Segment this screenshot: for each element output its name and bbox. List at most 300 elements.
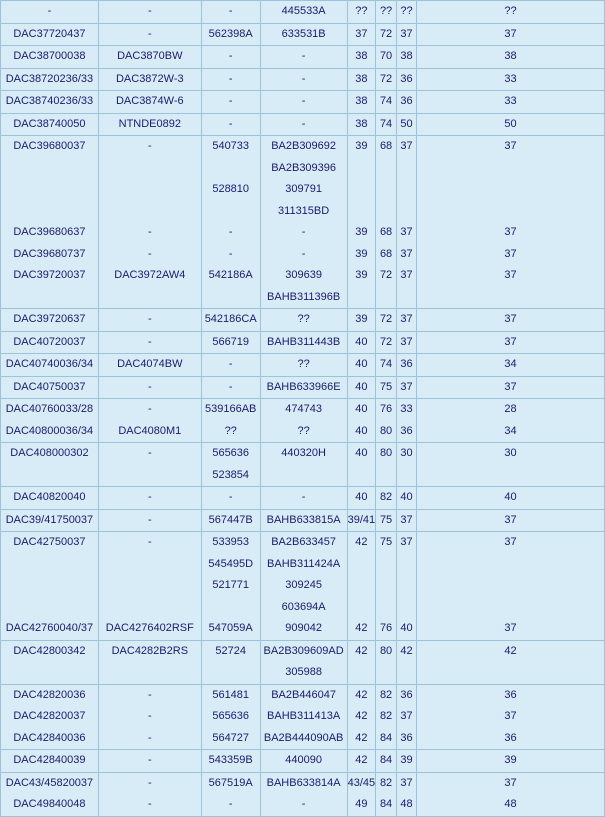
cell-line: BAHB311443B [267,335,341,348]
cell-alt-part-number [99,773,201,816]
cell-ref-code-a [202,532,260,640]
cell-line: 543359B [208,754,253,766]
cell-line: 40 [355,358,368,370]
cell-ref-code-b [261,46,347,68]
cell-line: 36 [504,731,517,744]
cell-line: 36 [400,95,413,107]
cell-line [1,201,98,223]
cell-width [397,443,416,486]
cell-line: 37 [400,269,413,281]
cell-line: BAHB311424A [267,557,341,570]
cell-ref-code-a [202,1,260,23]
table-row [1,685,604,750]
cell-line: 84 [379,754,393,766]
cell-line: - [147,754,152,766]
cell-line [376,597,396,619]
cell-inner-diameter [348,750,376,772]
cell-line: DAC42820036 [13,688,86,701]
cell-width-alt [417,354,604,376]
cell-line: DAC42840039 [13,754,86,766]
cell-ref-code-a [202,114,260,136]
cell-line: 75 [379,380,393,393]
cell-line: 39 [504,754,517,766]
cell-line: 82 [379,491,393,503]
cell-line: 37 [400,335,413,348]
cell-line: 72 [379,269,393,281]
cell-inner-diameter [348,443,376,486]
cell-line: 523854 [212,468,250,481]
cell-line: 50 [504,117,517,130]
cell-line [348,597,376,619]
cell-alt-part-number [99,136,201,308]
table-body [1,1,604,816]
cell-line: DAC40760033/28 [5,403,94,415]
cell-line: 37 [400,536,413,548]
cell-line: DAC42800342 [13,644,86,657]
cell-line: - [301,95,306,107]
cell-line: 40 [400,622,413,634]
cell-ref-code-b [261,750,347,772]
cell-line: 80 [379,424,393,437]
cell-ref-code-b [261,532,347,640]
cell-line [348,201,376,223]
cell-line: 542186CA [204,313,257,325]
cell-outer-diameter [376,69,396,91]
cell-line: 82 [379,710,393,722]
cell-alt-part-number [99,443,201,486]
cell-line: DAC39720037 [13,269,86,281]
cell-line: 542186A [208,269,253,281]
cell-width [397,332,416,354]
cell-line [397,201,416,223]
cell-line: 562398A [208,27,253,40]
cell-line: BAHB311413A [267,710,341,722]
cell-line: - [147,335,152,348]
cell-line: BA2B444090AB [263,731,344,744]
cell-line: 42 [504,644,517,657]
cell-line [99,179,201,201]
cell-ref-code-b [261,114,347,136]
cell-line: 30 [504,447,517,459]
cell-ref-code-a [202,136,260,308]
cell-outer-diameter [376,91,396,113]
cell-line: - [147,776,152,789]
cell-ref-code-b [261,399,347,442]
cell-line: - [147,403,152,415]
table-row [1,750,604,772]
cell-line: 39 [355,226,368,238]
cell-line [397,597,416,619]
cell-alt-part-number [99,377,201,399]
cell-line: 72 [379,313,393,325]
table-row [1,24,604,46]
cell-line: 76 [379,403,393,415]
cell-line: - [301,247,306,260]
cell-line: 72 [379,335,393,348]
cell-line: - [228,380,233,393]
cell-alt-part-number [99,641,201,684]
cell-line: 39 [355,247,368,260]
cell-ref-code-a [202,443,260,486]
cell-line: DAC4282B2RS [111,644,189,657]
cell-width-alt [417,641,604,684]
cell-inner-diameter [348,91,376,113]
cell-line: DAC43/45820037 [5,776,94,789]
cell-part-number [1,750,98,772]
cell-inner-diameter [348,136,376,308]
cell-line: BA2B309692 [271,140,337,152]
cell-line: DAC4080M1 [118,424,182,437]
cell-part-number [1,685,98,750]
cell-inner-diameter [348,510,376,532]
cell-width [397,773,416,816]
cell-line: 74 [379,358,393,370]
cell-line: - [228,247,233,260]
cell-line: 37 [400,27,413,40]
cell-inner-diameter [348,773,376,816]
cell-inner-diameter [348,46,376,68]
cell-outer-diameter [376,487,396,509]
cell-line: 74 [379,95,393,107]
cell-line: DAC39680037 [13,140,86,152]
cell-line: 50 [400,117,413,130]
cell-line: - [147,247,152,260]
cell-ref-code-a [202,399,260,442]
cell-line: - [301,798,306,810]
cell-line: 84 [379,731,393,744]
cell-line: DAC38720236/33 [5,72,94,85]
cell-inner-diameter [348,309,376,331]
cell-line: 37 [504,335,517,348]
cell-line: 540733 [212,140,250,152]
cell-line: 37 [400,140,413,152]
cell-line: - [228,50,233,62]
cell-line: 37 [504,269,517,281]
cell-line: 440090 [285,754,322,766]
cell-line: 42 [355,644,368,657]
cell-alt-part-number [99,332,201,354]
cell-line: 33 [504,72,517,85]
cell-line: ?? [297,424,310,437]
cell-outer-diameter [376,685,396,750]
cell-line: 48 [504,798,517,810]
cell-line [348,179,376,201]
cell-alt-part-number [99,487,201,509]
cell-line: 445533A [281,5,326,17]
cell-width-alt [417,532,604,640]
cell-width [397,354,416,376]
cell-line: 40 [355,447,368,459]
cell-line [202,201,260,223]
cell-line: 42 [355,754,368,766]
cell-line: ?? [224,424,237,437]
table-row [1,532,604,640]
table-row [1,332,604,354]
cell-line: DAC42820037 [13,710,86,722]
cell-line: 37 [504,27,517,40]
cell-ref-code-b [261,641,347,684]
cell-line: 40 [355,424,368,437]
cell-line: 309791 [285,183,322,195]
cell-line: 36 [400,731,413,744]
cell-line: 49 [355,798,368,810]
cell-line: 70 [379,50,393,62]
cell-line [376,158,396,180]
cell-outer-diameter [376,1,396,23]
cell-line: DAC39/41750037 [5,513,94,526]
cell-ref-code-a [202,750,260,772]
cell-line: - [228,72,233,85]
cell-ref-code-b [261,69,347,91]
cell-ref-code-a [202,332,260,354]
cell-line: DAC3870BW [117,50,183,62]
cell-alt-part-number [99,69,201,91]
cell-line: ?? [355,5,368,17]
cell-part-number [1,136,98,308]
cell-line: - [301,72,306,85]
cell-part-number [1,443,98,486]
cell-width-alt [417,91,604,113]
cell-line: - [147,798,152,810]
cell-line: - [147,447,152,459]
cell-line: ?? [400,5,413,17]
cell-line: - [147,226,152,238]
cell-width-alt [417,309,604,331]
cell-inner-diameter [348,332,376,354]
cell-line: - [228,226,233,238]
cell-line [417,158,604,180]
cell-line: 72 [379,27,393,40]
cell-line: 38 [400,50,413,62]
cell-part-number [1,641,98,684]
cell-line [417,597,604,619]
cell-ref-code-a [202,641,260,684]
cell-line [99,554,201,576]
cell-line: DAC40750037 [13,380,86,393]
table-row [1,377,604,399]
cell-line: - [228,491,233,503]
cell-width [397,399,416,442]
cell-inner-diameter [348,377,376,399]
cell-ref-code-a [202,487,260,509]
cell-part-number [1,773,98,816]
cell-line: 545495D [208,557,254,570]
cell-width-alt [417,773,604,816]
cell-line: 39 [355,269,368,281]
cell-line [397,575,416,597]
cell-line: DAC40820040 [13,491,86,503]
cell-outer-diameter [376,377,396,399]
cell-line: DAC40720037 [13,335,86,348]
cell-line [376,201,396,223]
table-row [1,91,604,113]
cell-part-number [1,46,98,68]
cell-ref-code-b [261,510,347,532]
cell-line [99,597,201,619]
cell-alt-part-number [99,46,201,68]
cell-line: 38 [355,117,368,130]
cell-line: BAHB633815A [266,513,341,526]
cell-line: 39 [400,754,413,766]
cell-width-alt [417,136,604,308]
cell-line: 567447B [208,513,253,526]
cell-line [1,597,98,619]
cell-line: 42 [355,731,368,744]
cell-line: 37 [355,27,368,40]
cell-line: 309639 [285,269,322,281]
cell-line [348,158,376,180]
cell-line: - [147,5,152,17]
cell-line [417,554,604,576]
cell-part-number [1,24,98,46]
cell-alt-part-number [99,685,201,750]
cell-line [99,158,201,180]
cell-outer-diameter [376,510,396,532]
cell-line: 38 [355,95,368,107]
table-row [1,309,604,331]
cell-inner-diameter [348,24,376,46]
cell-alt-part-number [99,354,201,376]
cell-line: - [228,358,233,370]
cell-width [397,532,416,640]
cell-line: 68 [379,247,393,260]
cell-part-number [1,510,98,532]
cell-width [397,46,416,68]
cell-width-alt [417,750,604,772]
cell-line: 39 [355,313,368,325]
cell-outer-diameter [376,354,396,376]
cell-width-alt [417,487,604,509]
cell-line: 474743 [285,403,322,415]
cell-width-alt [417,46,604,68]
cell-line: 37 [504,710,517,722]
cell-inner-diameter [348,399,376,442]
cell-line: DAC37720437 [13,27,86,40]
cell-alt-part-number [99,24,201,46]
cell-ref-code-b [261,487,347,509]
cell-line: 34 [504,358,517,370]
cell-line [376,575,396,597]
cell-inner-diameter [348,641,376,684]
cell-width [397,1,416,23]
cell-part-number [1,1,98,23]
cell-line: 74 [379,117,393,130]
cell-line: 37 [400,776,413,789]
cell-line [417,179,604,201]
cell-line: 547059A [208,622,253,634]
cell-line: 72 [379,72,393,85]
cell-line: BA2B446047 [271,688,337,701]
cell-line: - [147,731,152,744]
cell-line: - [301,226,306,238]
cell-alt-part-number [99,399,201,442]
cell-line: DAC3972AW4 [114,269,186,281]
cell-outer-diameter [376,136,396,308]
cell-ref-code-a [202,510,260,532]
cell-ref-code-a [202,309,260,331]
cell-line: 37 [504,776,517,789]
cell-line: 603694A [281,600,326,613]
cell-line: - [147,513,152,526]
cell-line: 37 [504,226,517,238]
cell-line: 37 [504,140,517,152]
cell-line: 37 [504,536,517,548]
cell-ref-code-b [261,1,347,23]
cell-ref-code-a [202,773,260,816]
cell-line: BAHB633966E [266,380,341,393]
cell-line: BA2B309396 [271,161,337,174]
cell-line: - [47,5,52,17]
cell-line: 40 [355,403,368,415]
cell-line: 28 [504,403,517,415]
cell-line: 37 [400,380,413,393]
cell-line: 80 [379,447,393,459]
cell-line: DAC39680737 [13,247,86,260]
cell-line: 539166AB [205,403,257,415]
cell-line: 30 [400,447,413,459]
cell-line: - [228,95,233,107]
cell-width [397,136,416,308]
table-row [1,354,604,376]
cell-width [397,377,416,399]
cell-line: - [147,313,152,325]
cell-alt-part-number [99,532,201,640]
cell-line: - [228,117,233,130]
cell-line: DAC3874W-6 [115,95,184,107]
cell-alt-part-number [99,510,201,532]
cell-ref-code-b [261,91,347,113]
cell-outer-diameter [376,532,396,640]
cell-line [1,575,98,597]
cell-line [202,158,260,180]
cell-ref-code-a [202,24,260,46]
cell-line [417,201,604,223]
cell-part-number [1,91,98,113]
cell-line: DAC39720637 [13,313,86,325]
table-row [1,510,604,532]
cell-line: 42 [355,688,368,701]
cell-part-number [1,114,98,136]
cell-line: 38 [355,50,368,62]
cell-width [397,91,416,113]
cell-line: DAC49840048 [13,798,86,810]
cell-line: - [147,710,152,722]
cell-outer-diameter [376,114,396,136]
cell-line: - [147,380,152,393]
cell-line: 75 [379,513,393,526]
cell-width-alt [417,24,604,46]
cell-line: 82 [379,776,393,789]
cell-width [397,69,416,91]
cell-outer-diameter [376,641,396,684]
cell-line: 43/45 [347,776,376,789]
cell-line: DAC42760040/37 [5,622,94,634]
cell-part-number [1,69,98,91]
cell-ref-code-b [261,773,347,816]
cell-ref-code-b [261,354,347,376]
cell-line: 84 [379,798,393,810]
cell-line [99,201,201,223]
cell-line: 309245 [285,579,322,591]
cell-ref-code-b [261,443,347,486]
cell-ref-code-b [261,685,347,750]
cell-line: 521771 [212,579,250,591]
cell-line [1,179,98,201]
cell-line: DAC42750037 [13,536,86,548]
cell-alt-part-number [99,309,201,331]
cell-line: - [147,27,152,40]
cell-line: - [301,491,306,503]
